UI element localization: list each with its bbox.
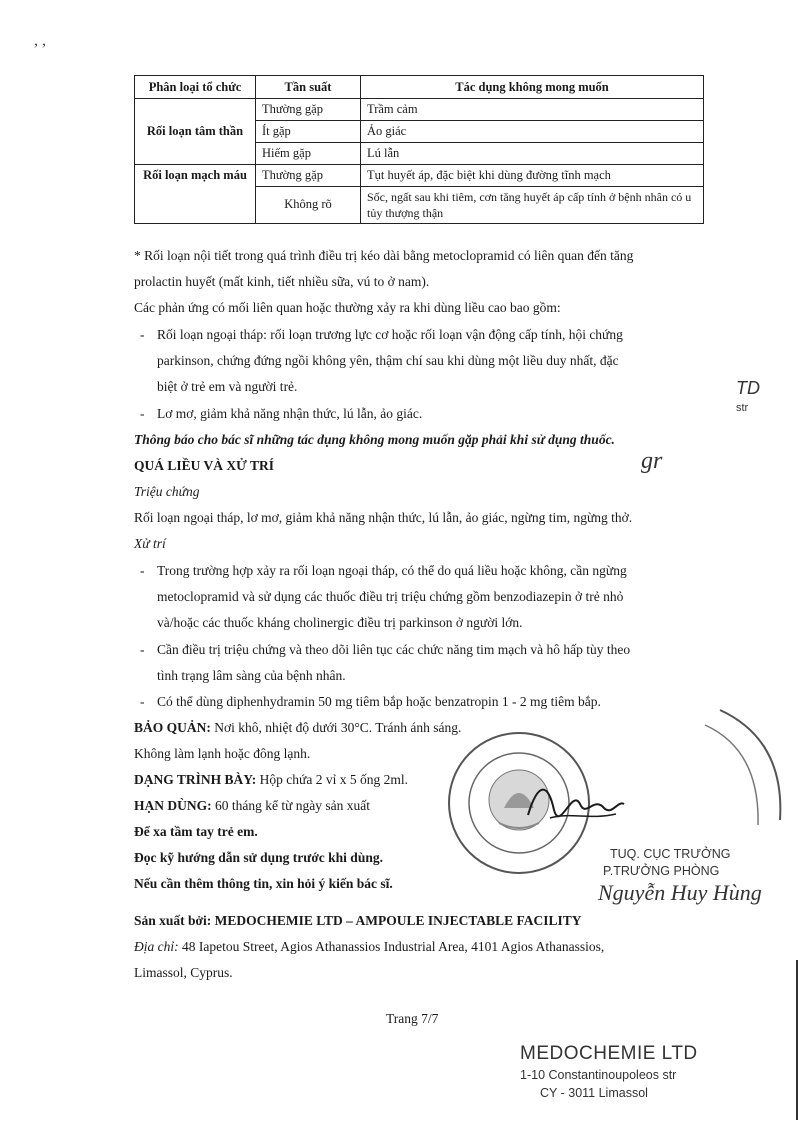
treatment-item3: Có thể dùng diphenhydramin 50 mg tiêm bắp hoặc benzatropin 1 - 2 mg tiêm bắp. xyxy=(157,694,601,709)
table-cell-effect: Tụt huyết áp, đặc biệt khi dùng đường tĩnh mạch xyxy=(361,164,704,186)
storage-text: Nơi khô, nhiệt độ dưới 30°C. Tránh ánh sáng. xyxy=(210,720,462,735)
table-cell-frequency: Không rõ xyxy=(256,186,361,223)
treatment-item2-line1: Cần điều trị triệu chứng và theo dõi liên tục các chức năng tim mạch và hô hấp tùy theo xyxy=(157,642,631,657)
symptoms-text: Rối loạn ngoại tháp, lơ mơ, giảm khả năng nhận thức, lú lẫn, ảo giác, ngừng tim, ngừng thở. xyxy=(134,510,633,525)
expiry-line xyxy=(134,798,370,814)
high-dose-item2: Lơ mơ, giảm khả năng nhận thức, lú lẫn, ảo giác. xyxy=(157,406,423,421)
address-text1: 48 Iapetou Street, Agios Athanassios Industrial Area, 4101 Agios Athanassios, xyxy=(178,939,605,954)
high-dose-item1-line2: parkinson, chứng đứng ngồi không yên, thậm chí sau khi dùng một liều duy nhất, đặc xyxy=(157,353,619,368)
notify-doctor: Thông báo cho bác sĩ những tác dụng không mong muốn gặp phải khi sử dụng thuốc. xyxy=(134,432,615,447)
high-dose-intro: Các phản ứng có mối liên quan hoặc thường xảy ra khi dùng liều cao bao gồm: xyxy=(134,300,561,315)
table-cell-effect: Ảo giác xyxy=(361,120,704,142)
table-cell-organ: Rối loạn mạch máu xyxy=(135,164,256,186)
storage-label: BẢO QUẢN: xyxy=(134,720,211,735)
treatment-label: Xử trí xyxy=(134,536,166,551)
table-cell-organ xyxy=(135,186,256,223)
edge-line xyxy=(796,960,798,1120)
overdose-title: QUÁ LIỀU VÀ XỬ TRÍ xyxy=(134,458,275,473)
manufacturer-label: Sản xuất bởi: xyxy=(134,913,212,928)
address-line2: Limassol, Cyprus. xyxy=(134,965,233,980)
bullet-dash: - xyxy=(140,563,145,578)
expiry-text: 60 tháng kể từ ngày sản xuất xyxy=(211,798,371,813)
header-frequency: Tần suất xyxy=(256,76,361,99)
header-adverse-effect: Tác dụng không mong muốn xyxy=(361,76,704,99)
table-row xyxy=(135,164,704,186)
table-row xyxy=(135,186,704,223)
storage-text2: Không làm lạnh hoặc đông lạnh. xyxy=(134,746,311,761)
treatment-item1-line1: Trong trường hợp xảy ra rối loạn ngoại tháp, có thể do quá liều hoặc không, cần ngừng xyxy=(157,563,627,578)
treatment-item1-line3: và/hoặc các thuốc kháng cholinergic điều trị parkinson ở người lớn. xyxy=(157,615,523,630)
adverse-effects-table xyxy=(134,75,704,224)
footer-stamp-company: MEDOCHEMIE LTD xyxy=(520,1043,698,1064)
expiry-label: HẠN DÙNG: xyxy=(134,798,212,813)
high-dose-item1-line3: biệt ở trẻ em và người trẻ. xyxy=(157,379,298,394)
margin-marks: , , xyxy=(34,32,46,49)
table-cell-frequency: Hiếm gặp xyxy=(256,142,361,164)
signatory-name: Nguyễn Huy Hùng xyxy=(598,880,762,905)
partial-seal-icon xyxy=(700,700,800,830)
page-number: Trang 7/7 xyxy=(386,1011,439,1026)
manufacturer-name: MEDOCHEMIE LTD – AMPOULE INJECTABLE FACILITY xyxy=(211,913,582,928)
signatory-title-1: TUQ. CỤC TRƯỞNG xyxy=(610,847,731,861)
side-stamp-fragment-2: str xyxy=(736,402,749,414)
warning-children: Để xa tầm tay trẻ em. xyxy=(134,824,258,839)
bullet-dash: - xyxy=(140,642,145,657)
symptoms-label: Triệu chứng xyxy=(134,484,200,499)
signature-scribble-icon xyxy=(520,770,630,840)
table-cell-effect: Lú lẫn xyxy=(361,142,704,164)
table-row xyxy=(135,99,704,121)
presentation-label: DẠNG TRÌNH BÀY: xyxy=(134,772,257,787)
treatment-item1-line2: metoclopramid và sử dụng các thuốc điều trị triệu chứng gồm benzodiazepin ở trẻ nhỏ xyxy=(157,589,624,604)
side-stamp-fragment: TD xyxy=(736,378,760,398)
high-dose-item1-line1: Rối loạn ngoại tháp: rối loạn trương lực cơ hoặc rối loạn vận động cấp tính, hội chứng xyxy=(157,327,623,342)
table-cell-frequency: Ít gặp xyxy=(256,120,361,142)
address-label: Địa chỉ: xyxy=(134,939,179,954)
header-organ-class: Phân loại tổ chức xyxy=(135,76,256,99)
treatment-item2-line2: tình trạng lâm sàng của bệnh nhân. xyxy=(157,668,346,683)
signatory-title-2: P.TRƯỞNG PHÒNG xyxy=(603,864,720,878)
table-cell-frequency: Thường gặp xyxy=(256,99,361,121)
presentation-line xyxy=(134,772,408,788)
bullet-dash: - xyxy=(140,327,145,342)
warning-read-instructions: Đọc kỹ hướng dẫn sử dụng trước khi dùng. xyxy=(134,850,383,865)
table-cell-effect: Sốc, ngất sau khi tiêm, cơn tăng huyết áp cấp tính ở bệnh nhân có u tủy thượng thận xyxy=(361,186,704,223)
footer-stamp-address-1: 1-10 Constantinoupoleos str xyxy=(520,1068,677,1082)
presentation-text: Hộp chứa 2 vỉ x 5 ống 2ml. xyxy=(256,772,408,787)
storage-line xyxy=(134,720,461,736)
warning-ask-doctor: Nếu cần thêm thông tin, xin hỏi ý kiến bác sĩ. xyxy=(134,876,393,891)
bullet-dash: - xyxy=(140,406,145,421)
endocrine-note-line1: * Rối loạn nội tiết trong quá trình điều trị kéo dài bằng metoclopramid có liên quan đến tăng xyxy=(134,248,634,263)
table-header-row xyxy=(135,76,704,99)
table-cell-frequency: Thường gặp xyxy=(256,164,361,186)
table-cell-organ: Rối loạn tâm thần xyxy=(135,99,256,165)
handwritten-initials: gr xyxy=(641,448,663,474)
endocrine-note-line2: prolactin huyết (mất kinh, tiết nhiều sữa, vú to ở nam). xyxy=(134,274,430,289)
footer-stamp-address-2: CY - 3011 Limassol xyxy=(540,1086,648,1100)
manufacturer-line xyxy=(134,913,582,929)
address-line1 xyxy=(134,939,604,955)
table-cell-effect: Trầm cảm xyxy=(361,99,704,121)
bullet-dash: - xyxy=(140,694,145,709)
